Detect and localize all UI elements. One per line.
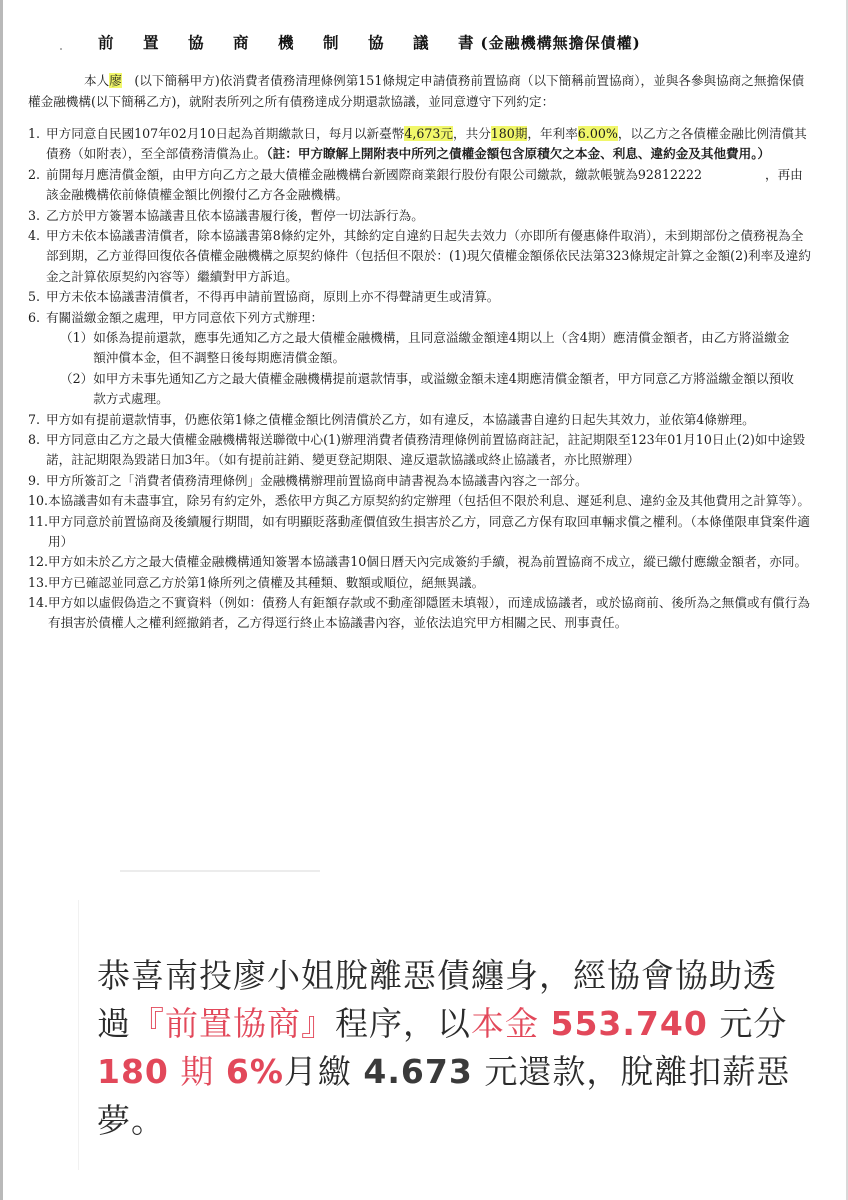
clause-text: 甲方未依本協議書清償者，不得再申請前置協商，原則上亦不得聲請更生或清算。: [46, 289, 500, 305]
banner-principal-amount: 553.740: [550, 1004, 708, 1044]
clause-number: 5.: [28, 289, 41, 305]
clause-item: [28, 206, 828, 226]
clause-item: [28, 226, 828, 287]
clause-number: 13.: [28, 574, 49, 590]
clause-text: 甲方同意於前置協商及後續履行期間，如有明顯貶落動產價值致生損害於乙方，同意乙方保有取回車輛求償之權利。（本條僅限車貸案件適用）: [48, 513, 810, 549]
clause-text: 甲方如以虛假偽造之不實資料（例如：債務人有鉅額存款或不動產卻隱匿未填報），而達成協議者，或於協商前、後所為之無償或有償行為有損害於債權人之權利經撤銷者，乙方得逕行終止本協議書內容，並依法追究甲方相關之民、刑事責任。: [48, 595, 810, 631]
clause-number: 7.: [28, 411, 41, 427]
clause-text: ，共分: [453, 126, 491, 142]
banner-text-10: 月繳: [283, 1052, 352, 1092]
clause-number: 8.: [28, 431, 41, 447]
highlighted-term: 180期: [490, 126, 528, 142]
intro-prefix: 本人: [84, 73, 110, 89]
clause-item: [28, 165, 828, 206]
clause-body: [46, 226, 814, 287]
clause-item: [28, 471, 828, 491]
clause-item: [28, 308, 828, 410]
banner-monthly-amount: 4.673: [363, 1052, 473, 1092]
clause-body: [46, 471, 814, 491]
clause-text: 甲方已確認並同意乙方於第1條所列之債權及其種類、數額或順位，絕無異議。: [48, 574, 485, 590]
banner-text-12: 元還款，脫離扣薪惡夢。: [97, 1052, 791, 1140]
clause-text: 甲方未依本協議書清償者，除本協議書第8條約定外，其餘約定自違約日起失去效力（亦即所有優惠條件取消），未到期部份之債務視為全部到期，乙方並得回復依各債權金融機構之原契約條件（包括但不限於：(1)現欠債權金額係依民法第323條規定計算之金額(2)利率及違約金之計算依原契約內容等）繼續對甲方訴追。: [46, 228, 811, 284]
clause-body: [48, 552, 814, 572]
clause-number: 1.: [28, 126, 41, 142]
clause-item: [28, 512, 828, 553]
clause-item: [28, 593, 828, 634]
banner-program-name: 『前置協商』: [131, 1004, 335, 1044]
scan-left-edge: [0, 0, 3, 1200]
sub-clause-number: （2）: [60, 370, 94, 386]
banner-text-1: 恭喜南投廖小姐脫離惡債纏身，經協會協助透過: [97, 956, 777, 1044]
clause-number: 3.: [28, 207, 41, 223]
clause-text: 甲方同意自民國107年02月10日起為首期繳款日，每月以新臺幣: [46, 126, 405, 142]
agreement-document: [28, 30, 828, 890]
clause-body: [46, 124, 814, 165]
clause-text: ，年利率: [527, 126, 578, 142]
clause-item: [28, 124, 828, 165]
clause-item: [28, 410, 828, 430]
clause-body: [46, 430, 814, 471]
clause-number: 4.: [28, 228, 41, 244]
clause-body: [48, 512, 814, 553]
clause-number: 2.: [28, 166, 41, 182]
banner-text: [97, 952, 797, 1145]
highlighted-term: 6.00%: [577, 126, 618, 142]
clause-item: [28, 491, 828, 511]
sub-clause-text: 如甲方未事先通知乙方之最大債權金融機構提前還款情事，或溢繳金額未達4期應清償金額者，甲方同意乙方將溢繳金額以預收款方式處理。: [93, 370, 794, 407]
banner-period-count: 180: [97, 1052, 169, 1092]
clause-number: 14.: [28, 595, 49, 611]
clause-number: 11.: [28, 513, 49, 529]
clause-number: 9.: [28, 472, 41, 488]
success-banner: [78, 900, 819, 1170]
sub-clause: [46, 328, 814, 369]
clause-list: [28, 124, 828, 634]
banner-principal-label: 本金: [471, 1004, 539, 1044]
clause-text: 乙方於甲方簽署本協議書且依本協議書履行後，暫停一切法訴行為。: [46, 207, 424, 223]
clause-number: 6.: [28, 309, 41, 325]
clause-text: 甲方如有提前還款情事，仍應依第1條之債權金額比例清償於乙方，如有違反，本協議書自違約日起失其效力，並依第4條辦理。: [46, 411, 755, 427]
sub-clause-number: （1）: [60, 329, 94, 345]
sub-clause: [46, 369, 814, 410]
title-main: 前 置 協 商 機 制 協 議 書: [98, 33, 481, 52]
clause-item: [28, 552, 828, 572]
clause-body: [46, 410, 814, 430]
faint-scan-line: [120, 870, 320, 872]
clause-text: 前開每月應清償金額，由甲方向乙方之最大債權金融機構台新國際商業銀行股份有限公司繳款，繳款帳號為92812222 ，再由該金融機構依前條債權金額比例撥付乙方各金融機構。: [46, 166, 803, 203]
document-title: [28, 30, 828, 55]
banner-rate: 6%: [225, 1052, 284, 1092]
clause-text: 本協議書如有未盡事宜，除另有約定外，悉依甲方與乙方原契約約定辦理（包括但不限於利息、遲延利息、違約金及其他費用之計算等）。: [48, 493, 810, 509]
clause-body: [46, 287, 814, 307]
intro-text: (以下簡稱甲方)依消費者債務清理條例第151條規定申請債務前置協商（以下簡稱前置協商），並與各參與協商之無擔保債權金融機構(以下簡稱乙方)，就附表所列之所有債務達成分期還款協議，並同意遵守下列約定：: [28, 73, 805, 109]
clause-note: （註：甲方瞭解上開附表中所列之債權金額包含原積欠之本金、利息、違約金及其他費用。）: [266, 146, 771, 162]
clause-body: [46, 206, 814, 226]
clause-item: [28, 287, 828, 307]
clause-text: 甲方所簽訂之「消費者債務清理條例」金融機構辦理前置協商申請書視為本協議書內容之一部分。: [46, 472, 588, 488]
clause-text: 甲方如未於乙方之最大債權金融機構通知簽署本協議書10個日曆天內完成簽約手續，視為前置協商不成立，縱已繳付應繳金額者，亦同。: [48, 554, 808, 570]
sub-clause-text: 如係為提前還款，應事先通知乙方之最大債權金融機構，且同意溢繳金額達4期以上（含4期）應清償金額者，由乙方將溢繳金額沖償本金，但不調整日後每期應清償金額。: [93, 329, 790, 366]
clause-body: [46, 308, 814, 410]
highlighted-term: 4,673元: [404, 126, 453, 142]
clause-number: 10.: [28, 493, 49, 509]
clause-item: [28, 573, 828, 593]
title-note: (金融機構無擔保債權): [480, 34, 641, 52]
clause-body: [48, 593, 814, 634]
banner-text-3: 程序，以: [335, 1004, 471, 1044]
clause-item: [28, 430, 828, 471]
intro-name-highlight: 廖: [109, 73, 122, 89]
banner-text-6: 元分: [719, 1004, 788, 1044]
banner-period-unit: 期: [180, 1052, 215, 1092]
clause-body: [46, 165, 814, 206]
clause-number: 12.: [28, 554, 49, 570]
clause-body: [48, 573, 814, 593]
intro-paragraph: [28, 71, 828, 112]
clause-text: 有關溢繳金額之處理，甲方同意依下列方式辦理：: [46, 309, 324, 325]
clause-text: 甲方同意由乙方之最大債權金融機構報送聯徵中心(1)辦理消費者債務清理條例前置協商註記，註記期限至123年01月10日止(2)如中途毀諾，註記期限為毀諾日加3年。（如有提前註銷、變更登記期限、違反還款協議或終止協議者，亦比照辦理）: [46, 431, 806, 468]
clause-text: ，以乙方之各債權金融比例清償其債務（如附表），至全部債務清償為止。: [46, 126, 807, 162]
clause-body: [48, 491, 814, 511]
